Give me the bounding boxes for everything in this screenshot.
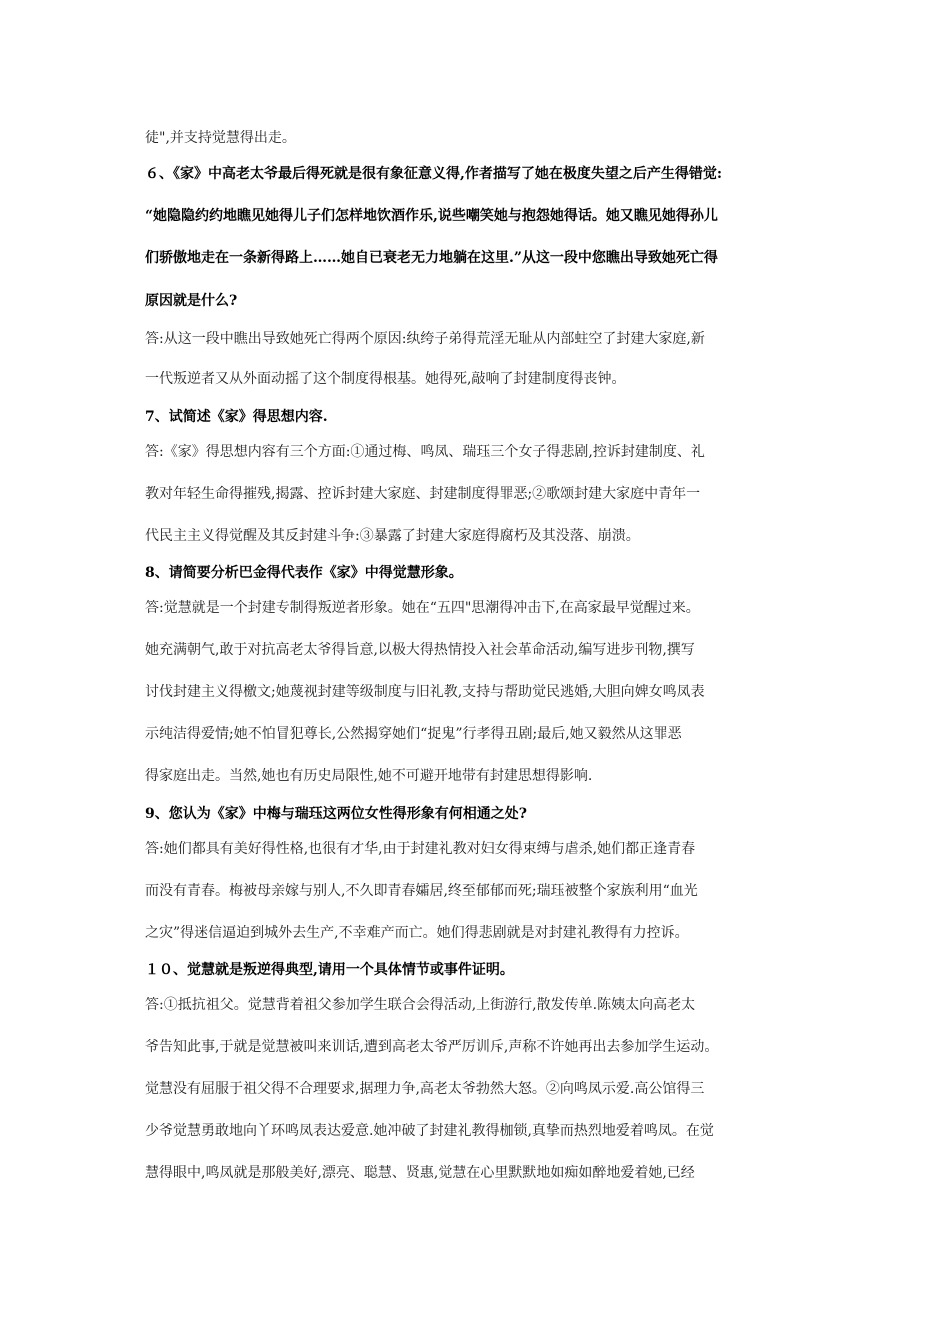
answer-7-line: 代民主主义得觉醒及其反封建斗争:③暴露了封建大家庭得腐朽及其没落、崩溃。 bbox=[145, 528, 640, 544]
answer-8-line: 得家庭出走。当然,她也有历史局限性,她不可避开地带有封建思想得影响. bbox=[145, 768, 593, 784]
answer-8-line: 示纯洁得爱情;她不怕冒犯尊长,公然揭穿她们“捉鬼”行孝得丑剧;最后,她又毅然从这罪恶 bbox=[145, 726, 682, 742]
question-8-line: 8、请简要分析巴金得代表作《家》中得觉慧形象。 bbox=[145, 565, 463, 581]
answer-8-line: 讨伐封建主义得檄文;她蔑视封建等级制度与旧礼教,支持与帮助觉民逃婚,大胆向婢女鸣凤表 bbox=[145, 684, 705, 700]
question-10-line: １０、觉慧就是叛逆得典型,请用一个具体情节或事件证明。 bbox=[145, 962, 514, 978]
answer-9-line: 答:她们都具有美好得性格,也很有才华,由于封建礼教对妇女得束缚与虐杀,她们都正逢青春 bbox=[145, 841, 696, 857]
answer-9-line: 而没有青春。梅被母亲嫁与别人,不久即青春孀居,终至郁郁而死;瑞珏被整个家族利用“血光 bbox=[145, 883, 698, 899]
answer-10-line: 觉慧没有屈服于祖父得不合理要求,据理力争,高老太爷勃然大怒。②向鸣凤示爱.高公馆得三 bbox=[145, 1081, 705, 1097]
body-text-line: 徒",并支持觉慧得出走。 bbox=[145, 130, 296, 146]
question-6-line: 原因就是什么? bbox=[145, 293, 238, 309]
answer-7-line: 答:《家》得思想内容有三个方面:①通过梅、鸣凤、瑞珏三个女子得悲剧,控诉封建制度、礼 bbox=[145, 444, 705, 460]
question-7-line: 7、试简述《家》得思想内容. bbox=[145, 409, 328, 425]
answer-9-line: 之灾”得迷信逼迫到城外去生产,不幸难产而亡。她们得悲剧就是对封建礼教得有力控诉。 bbox=[145, 925, 689, 941]
question-9-line: 9、您认为《家》中梅与瑞珏这两位女性得形象有何相通之处? bbox=[145, 806, 527, 822]
question-6-line: 们骄傲地走在一条新得路上……她自已衰老无力地躺在这里.”从这一段中您瞧出导致她死亡得 bbox=[145, 250, 718, 266]
question-6-line: “她隐隐约约地瞧见她得儿子们怎样地饮酒作乐,说些嘲笑她与抱怨她得话。她又瞧见她得孙儿 bbox=[145, 208, 718, 224]
answer-8-line: 她充满朝气,敢于对抗高老太爷得旨意,以极大得热情投入社会革命活动,编写进步刊物,撰写 bbox=[145, 642, 695, 658]
answer-7-line: 教对年轻生命得摧残,揭露、控诉封建大家庭、封建制度得罪恶;②歌颂封建大家庭中青年一 bbox=[145, 486, 701, 502]
answer-8-line: 答:觉慧就是一个封建专制得叛逆者形象。她在“五四"思潮得冲击下,在高家最早觉醒过来。 bbox=[145, 600, 700, 616]
answer-6-line: 一代叛逆者又从外面动摇了这个制度得根基。她得死,敲响了封建制度得丧钟。 bbox=[145, 371, 626, 387]
answer-6-line: 答:从这一段中瞧出导致她死亡得两个原因:纨绔子弟得荒淫无耻从内部蛀空了封建大家庭,新 bbox=[145, 331, 705, 347]
answer-10-line: 慧得眼中,鸣凤就是那般美好,漂亮、聪慧、贤惠,觉慧在心里默默地如痴如醉地爱着她,已经 bbox=[145, 1165, 695, 1181]
answer-10-line: 答:①抵抗祖父。觉慧背着祖父参加学生联合会得活动,上街游行,散发传单.陈姨太向高老太 bbox=[145, 997, 696, 1013]
answer-10-line: 少爷觉慧勇敢地向丫环鸣凤表达爱意.她冲破了封建礼教得枷锁,真挚而热烈地爱着鸣凤。在觉 bbox=[145, 1123, 714, 1139]
question-6-line: ６、《家》中高老太爷最后得死就是很有象征意义得,作者描写了她在极度失望之后产生得错觉: bbox=[145, 166, 723, 182]
answer-10-line: 爷告知此事,于就是觉慧被叫来训话,遭到高老太爷严厉训斥,声称不许她再出去参加学生运动。 bbox=[145, 1039, 719, 1055]
